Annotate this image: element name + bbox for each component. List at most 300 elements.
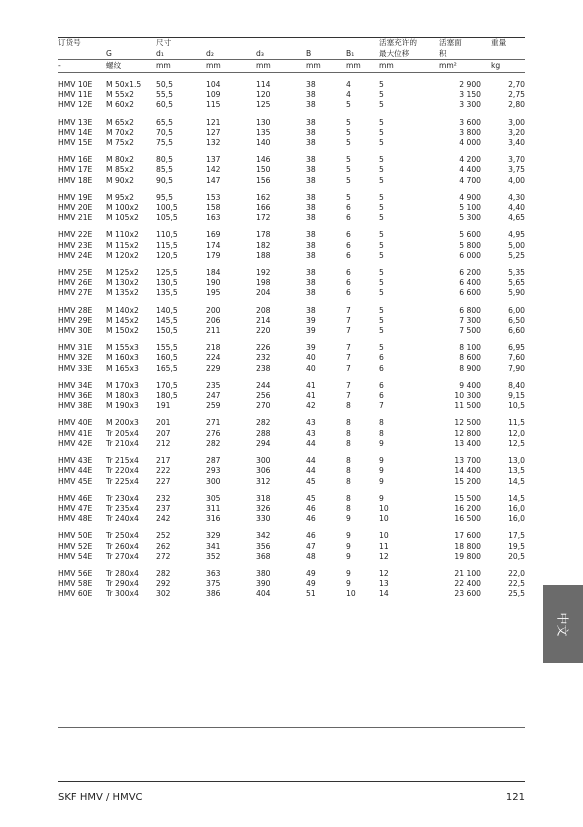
cell-thread: M 85x2 — [106, 165, 134, 175]
cell-d2: 169 — [206, 230, 221, 240]
cell-thread: M 110x2 — [106, 230, 139, 240]
cell-stroke: 8 — [379, 418, 384, 428]
cell-b: 44 — [306, 456, 316, 466]
cell-weight: 11,5 — [508, 418, 525, 428]
cell-d2: 259 — [206, 401, 221, 411]
table-row — [58, 261, 525, 278]
unit-d3: mm — [256, 61, 271, 70]
cell-weight: 4,00 — [508, 175, 525, 185]
cell-weight: 4,30 — [508, 192, 525, 202]
cell-stroke: 6 — [379, 353, 384, 363]
table-row — [58, 589, 525, 599]
cell-weight: 12,0 — [508, 428, 525, 438]
cell-thread: Tr 230x4 — [106, 493, 139, 503]
cell-thread: Tr 270x4 — [106, 551, 139, 561]
cell-weight: 2,80 — [508, 100, 525, 110]
cell-area: 21 100 — [454, 568, 481, 578]
cell-b1: 5 — [346, 117, 351, 127]
cell-area: 15 200 — [454, 476, 481, 486]
table-row — [58, 439, 525, 449]
cell-b: 49 — [306, 568, 316, 578]
cell-b: 51 — [306, 589, 316, 599]
header-g: G — [106, 48, 112, 58]
cell-b: 38 — [306, 288, 316, 298]
cell-b: 38 — [306, 250, 316, 260]
cell-b: 38 — [306, 278, 316, 288]
table-row — [58, 148, 525, 165]
cell-designation: HMV 33E — [58, 363, 93, 373]
unit-b: mm — [306, 61, 321, 70]
header-area-line2: 积 — [439, 48, 447, 58]
cell-thread: Tr 280x4 — [106, 568, 139, 578]
table-row — [58, 364, 525, 374]
cell-designation: HMV 23E — [58, 240, 93, 250]
cell-stroke: 10 — [379, 503, 389, 513]
cell-area: 3 800 — [459, 127, 481, 137]
cell-d3: 156 — [256, 175, 271, 185]
cell-d1: 165,5 — [156, 363, 178, 373]
cell-area: 4 000 — [459, 138, 481, 148]
cell-b1: 4 — [346, 80, 351, 89]
header-area-line1: 活塞面 — [439, 38, 462, 47]
cell-d1: 252 — [156, 531, 171, 541]
cell-b: 39 — [306, 326, 316, 336]
cell-b1: 9 — [346, 514, 351, 524]
cell-d2: 247 — [206, 391, 221, 401]
cell-area: 15 500 — [454, 493, 481, 503]
cell-d3: 220 — [256, 326, 271, 336]
cell-weight: 19,5 — [508, 541, 525, 551]
cell-d2: 190 — [206, 278, 221, 288]
cell-stroke: 6 — [379, 391, 384, 401]
cell-b: 40 — [306, 363, 316, 373]
cell-stroke: 7 — [379, 401, 384, 411]
cell-designation: HMV 46E — [58, 493, 93, 503]
cell-weight: 4,95 — [508, 230, 525, 240]
cell-b1: 9 — [346, 551, 351, 561]
table-row — [58, 203, 525, 213]
cell-d3: 172 — [256, 213, 271, 223]
cell-thread: M 70x2 — [106, 127, 134, 137]
cell-d3: 342 — [256, 531, 271, 541]
cell-thread: M 165x3 — [106, 363, 139, 373]
cell-stroke: 5 — [379, 288, 384, 298]
cell-d3: 294 — [256, 438, 271, 448]
unit-d2: mm — [206, 61, 221, 70]
cell-d1: 105,5 — [156, 213, 178, 223]
table-row — [58, 504, 525, 514]
cell-stroke: 11 — [379, 541, 389, 551]
units-row — [58, 60, 525, 73]
cell-d3: 368 — [256, 551, 271, 561]
cell-b: 38 — [306, 90, 316, 100]
cell-stroke: 13 — [379, 579, 389, 589]
cell-stroke: 5 — [379, 138, 384, 148]
cell-d2: 137 — [206, 155, 221, 165]
table-row — [58, 477, 525, 487]
cell-stroke: 5 — [379, 175, 384, 185]
cell-thread: M 120x2 — [106, 250, 139, 260]
cell-b1: 6 — [346, 288, 351, 298]
cell-d3: 182 — [256, 240, 271, 250]
table-row — [58, 411, 525, 428]
cell-b1: 8 — [346, 476, 351, 486]
table-row — [58, 100, 525, 110]
cell-d3: 404 — [256, 589, 271, 599]
header-row-2 — [58, 49, 525, 60]
cell-weight: 14,5 — [508, 493, 525, 503]
cell-d3: 120 — [256, 90, 271, 100]
cell-weight: 13,0 — [508, 456, 525, 466]
cell-b1: 6 — [346, 268, 351, 278]
cell-b1: 6 — [346, 240, 351, 250]
cell-stroke: 5 — [379, 117, 384, 127]
cell-d2: 316 — [206, 514, 221, 524]
cell-d2: 104 — [206, 80, 221, 89]
cell-d1: 262 — [156, 541, 171, 551]
cell-b: 38 — [306, 138, 316, 148]
cell-weight: 2,75 — [508, 90, 525, 100]
cell-weight: 5,00 — [508, 240, 525, 250]
cell-thread: Tr 240x4 — [106, 514, 139, 524]
table-row — [58, 401, 525, 411]
cell-designation: HMV 38E — [58, 401, 93, 411]
cell-designation: HMV 56E — [58, 568, 93, 578]
cell-thread: Tr 205x4 — [106, 428, 139, 438]
cell-thread: Tr 225x4 — [106, 476, 139, 486]
cell-area: 12 800 — [454, 428, 481, 438]
cell-stroke: 12 — [379, 568, 389, 578]
cell-d1: 90,5 — [156, 175, 173, 185]
cell-designation: HMV 52E — [58, 541, 93, 551]
table-row — [58, 487, 525, 504]
cell-designation: HMV 22E — [58, 230, 93, 240]
cell-weight: 17,5 — [508, 531, 525, 541]
cell-designation: HMV 30E — [58, 326, 93, 336]
cell-thread: M 65x2 — [106, 117, 134, 127]
cell-weight: 22,0 — [508, 568, 525, 578]
cell-designation: HMV 24E — [58, 250, 93, 260]
cell-stroke: 6 — [379, 363, 384, 373]
cell-d1: 85,5 — [156, 165, 173, 175]
cell-d3: 238 — [256, 363, 271, 373]
cell-b1: 8 — [346, 466, 351, 476]
cell-thread: M 180x3 — [106, 391, 139, 401]
cell-area: 2 900 — [459, 80, 481, 89]
cell-area: 23 600 — [454, 589, 481, 599]
cell-stroke: 5 — [379, 250, 384, 260]
cell-d3: 244 — [256, 380, 271, 390]
cell-area: 16 200 — [454, 503, 481, 513]
cell-d3: 140 — [256, 138, 271, 148]
cell-thread: M 75x2 — [106, 138, 134, 148]
cell-area: 4 400 — [459, 165, 481, 175]
cell-designation: HMV 54E — [58, 551, 93, 561]
table-row — [58, 353, 525, 363]
cell-b1: 7 — [346, 380, 351, 390]
cell-area: 10 300 — [454, 391, 481, 401]
specification-table — [58, 38, 525, 600]
cell-weight: 4,65 — [508, 213, 525, 223]
cell-d1: 155,5 — [156, 343, 178, 353]
table-row — [58, 176, 525, 186]
cell-stroke: 9 — [379, 476, 384, 486]
cell-thread: M 145x2 — [106, 315, 139, 325]
cell-d1: 125,5 — [156, 268, 178, 278]
cell-b1: 7 — [346, 353, 351, 363]
cell-b: 38 — [306, 213, 316, 223]
cell-d1: 50,5 — [156, 80, 173, 89]
cell-b: 43 — [306, 428, 316, 438]
cell-b: 48 — [306, 551, 316, 561]
cell-area: 16 500 — [454, 514, 481, 524]
cell-b1: 5 — [346, 138, 351, 148]
cell-b: 38 — [306, 155, 316, 165]
cell-weight: 13,5 — [508, 466, 525, 476]
cell-weight: 7,90 — [508, 363, 525, 373]
cell-area: 13 400 — [454, 438, 481, 448]
cell-d2: 195 — [206, 288, 221, 298]
cell-designation: HMV 29E — [58, 315, 93, 325]
cell-area: 18 800 — [454, 541, 481, 551]
cell-thread: Tr 250x4 — [106, 531, 139, 541]
unit-designation: - — [58, 61, 61, 70]
table-row — [58, 524, 525, 541]
cell-thread: M 55x2 — [106, 90, 134, 100]
cell-area: 8 600 — [459, 353, 481, 363]
cell-weight: 3,40 — [508, 138, 525, 148]
cell-thread: Tr 290x4 — [106, 579, 139, 589]
cell-area: 7 300 — [459, 315, 481, 325]
cell-b1: 10 — [346, 589, 356, 599]
cell-area: 5 600 — [459, 230, 481, 240]
cell-b: 41 — [306, 380, 316, 390]
cell-b1: 7 — [346, 391, 351, 401]
cell-thread: M 130x2 — [106, 278, 139, 288]
cell-d1: 130,5 — [156, 278, 178, 288]
cell-d3: 356 — [256, 541, 271, 551]
cell-d3: 150 — [256, 165, 271, 175]
cell-area: 7 500 — [459, 326, 481, 336]
cell-d1: 227 — [156, 476, 171, 486]
cell-b: 38 — [306, 127, 316, 137]
cell-d2: 132 — [206, 138, 221, 148]
cell-b1: 7 — [346, 315, 351, 325]
cell-d1: 207 — [156, 428, 171, 438]
cell-thread: Tr 260x4 — [106, 541, 139, 551]
cell-d2: 142 — [206, 165, 221, 175]
header-d3: d₃ — [256, 48, 264, 58]
cell-d2: 276 — [206, 428, 221, 438]
cell-d1: 110,5 — [156, 230, 178, 240]
cell-b1: 5 — [346, 192, 351, 202]
table-row — [58, 299, 525, 316]
cell-d1: 170,5 — [156, 380, 178, 390]
cell-thread: M 200x3 — [106, 418, 139, 428]
cell-weight: 10,5 — [508, 401, 525, 411]
cell-b: 41 — [306, 391, 316, 401]
cell-b1: 7 — [346, 305, 351, 315]
cell-d2: 115 — [206, 100, 221, 110]
cell-d3: 204 — [256, 288, 271, 298]
cell-b: 39 — [306, 315, 316, 325]
cell-d3: 135 — [256, 127, 271, 137]
cell-d3: 312 — [256, 476, 271, 486]
cell-b1: 6 — [346, 250, 351, 260]
cell-area: 4 700 — [459, 175, 481, 185]
cell-d1: 55,5 — [156, 90, 173, 100]
cell-area: 6 800 — [459, 305, 481, 315]
cell-weight: 5,90 — [508, 288, 525, 298]
table-row — [58, 336, 525, 353]
cell-d3: 300 — [256, 456, 271, 466]
cell-stroke: 5 — [379, 268, 384, 278]
cell-thread: M 105x2 — [106, 213, 139, 223]
cell-weight: 5,65 — [508, 278, 525, 288]
cell-area: 5 800 — [459, 240, 481, 250]
cell-d2: 300 — [206, 476, 221, 486]
table-row — [58, 128, 525, 138]
cell-stroke: 5 — [379, 90, 384, 100]
cell-b: 43 — [306, 418, 316, 428]
cell-thread: M 135x2 — [106, 288, 139, 298]
cell-d2: 174 — [206, 240, 221, 250]
cell-d1: 145,5 — [156, 315, 178, 325]
cell-area: 6 200 — [459, 268, 481, 278]
cell-d1: 282 — [156, 568, 171, 578]
cell-d3: 326 — [256, 503, 271, 513]
cell-b: 38 — [306, 165, 316, 175]
cell-designation: HMV 28E — [58, 305, 93, 315]
cell-d3: 270 — [256, 401, 271, 411]
cell-b1: 7 — [346, 326, 351, 336]
cell-d1: 140,5 — [156, 305, 178, 315]
header-stroke-line2: 最大位移 — [379, 48, 410, 58]
cell-designation: HMV 11E — [58, 90, 93, 100]
cell-designation: HMV 21E — [58, 213, 93, 223]
cell-designation: HMV 10E — [58, 80, 93, 89]
cell-b: 47 — [306, 541, 316, 551]
cell-weight: 6,95 — [508, 343, 525, 353]
cell-d2: 329 — [206, 531, 221, 541]
cell-b: 44 — [306, 466, 316, 476]
cell-weight: 16,0 — [508, 514, 525, 524]
cell-b1: 5 — [346, 100, 351, 110]
cell-b: 46 — [306, 503, 316, 513]
cell-d2: 127 — [206, 127, 221, 137]
cell-thread: M 90x2 — [106, 175, 134, 185]
table-row — [58, 391, 525, 401]
header-b1: B₁ — [346, 48, 355, 58]
cell-d1: 120,5 — [156, 250, 178, 260]
header-stroke-line1: 活塞充许的 — [379, 38, 417, 47]
cell-d2: 311 — [206, 503, 221, 513]
cell-b1: 8 — [346, 438, 351, 448]
cell-d1: 232 — [156, 493, 171, 503]
cell-b1: 5 — [346, 175, 351, 185]
footer-title: SKF HMV / HMVC — [58, 792, 143, 803]
cell-d2: 147 — [206, 175, 221, 185]
cell-d2: 287 — [206, 456, 221, 466]
cell-designation: HMV 17E — [58, 165, 93, 175]
cell-area: 17 600 — [454, 531, 481, 541]
cell-area: 5 300 — [459, 213, 481, 223]
cell-thread: M 170x3 — [106, 380, 139, 390]
cell-area: 22 400 — [454, 579, 481, 589]
unit-area: mm² — [439, 61, 457, 70]
cell-b: 45 — [306, 476, 316, 486]
table-row — [58, 466, 525, 476]
cell-weight: 22,5 — [508, 579, 525, 589]
cell-d2: 121 — [206, 117, 221, 127]
cell-d1: 65,5 — [156, 117, 173, 127]
cell-area: 3 300 — [459, 100, 481, 110]
cell-b1: 7 — [346, 363, 351, 373]
cell-d3: 330 — [256, 514, 271, 524]
cell-b: 38 — [306, 203, 316, 213]
cell-stroke: 5 — [379, 127, 384, 137]
cell-d2: 163 — [206, 213, 221, 223]
cell-stroke: 8 — [379, 428, 384, 438]
table-row — [58, 278, 525, 288]
cell-thread: M 155x3 — [106, 343, 139, 353]
cell-d1: 292 — [156, 579, 171, 589]
cell-d2: 153 — [206, 192, 221, 202]
cell-area: 4 900 — [459, 192, 481, 202]
cell-d1: 160,5 — [156, 353, 178, 363]
cell-d1: 150,5 — [156, 326, 178, 336]
cell-b1: 6 — [346, 278, 351, 288]
cell-stroke: 5 — [379, 343, 384, 353]
cell-d1: 80,5 — [156, 155, 173, 165]
cell-designation: HMV 48E — [58, 514, 93, 524]
cell-b1: 9 — [346, 568, 351, 578]
header-d2: d₂ — [206, 48, 214, 58]
table-row — [58, 223, 525, 240]
cell-thread: M 50x1.5 — [106, 80, 142, 89]
cell-stroke: 9 — [379, 493, 384, 503]
cell-b: 38 — [306, 175, 316, 185]
cell-d3: 214 — [256, 315, 271, 325]
cell-thread: M 150x2 — [106, 326, 139, 336]
table-row — [58, 326, 525, 336]
cell-stroke: 5 — [379, 230, 384, 240]
cell-thread: M 160x3 — [106, 353, 139, 363]
cell-designation: HMV 47E — [58, 503, 93, 513]
table-row — [58, 542, 525, 552]
cell-designation: HMV 50E — [58, 531, 93, 541]
table-row — [58, 73, 525, 91]
cell-area: 5 100 — [459, 203, 481, 213]
table-body — [58, 73, 525, 600]
cell-designation: HMV 45E — [58, 476, 93, 486]
cell-weight: 6,50 — [508, 315, 525, 325]
cell-thread: Tr 300x4 — [106, 589, 139, 599]
cell-d2: 375 — [206, 579, 221, 589]
cell-weight: 5,25 — [508, 250, 525, 260]
cell-stroke: 5 — [379, 155, 384, 165]
cell-d2: 341 — [206, 541, 221, 551]
cell-d3: 226 — [256, 343, 271, 353]
cell-d1: 70,5 — [156, 127, 173, 137]
cell-designation: HMV 42E — [58, 438, 93, 448]
cell-d2: 363 — [206, 568, 221, 578]
cell-b: 42 — [306, 401, 316, 411]
footer-rule — [58, 781, 525, 782]
cell-thread: M 80x2 — [106, 155, 134, 165]
cell-designation: HMV 15E — [58, 138, 93, 148]
cell-b: 39 — [306, 343, 316, 353]
